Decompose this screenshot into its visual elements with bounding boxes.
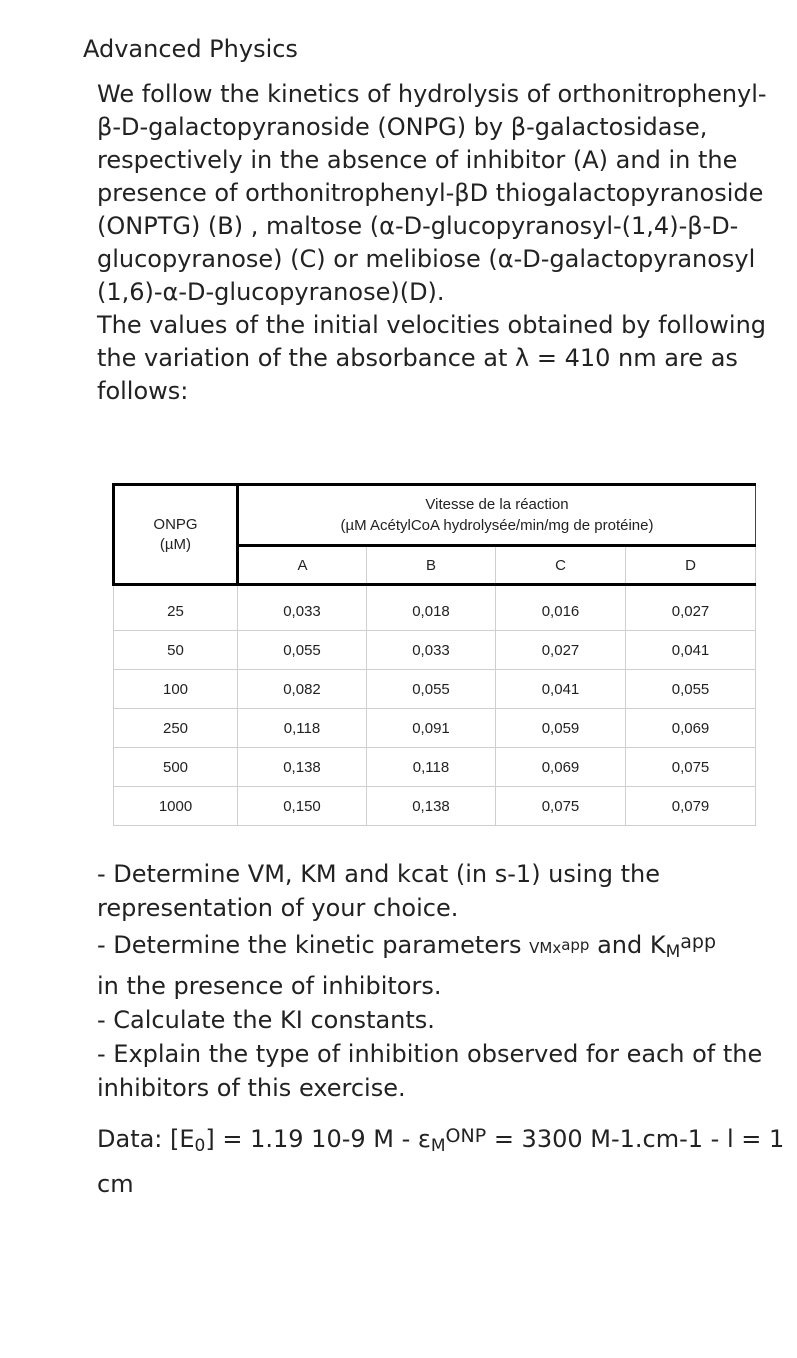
value-cell-b: 0,033 [367, 631, 496, 670]
value-cell-b: 0,118 [367, 748, 496, 787]
value-cell-a: 0,138 [238, 748, 367, 787]
question-2-suffix: in the presence of inhibitors. [97, 972, 442, 1000]
value-cell-c: 0,059 [496, 709, 626, 748]
onpg-cell: 50 [114, 631, 238, 670]
data-text [97, 1117, 787, 1203]
value-cell-c: 0,069 [496, 748, 626, 787]
value-cell-b: 0,138 [367, 787, 496, 826]
data-part-2: ] = 1.19 10-9 M - ε [205, 1125, 431, 1153]
intro-paragraph-1: We follow the kinetics of hydrolysis of orthonitrophenyl-β-D-galactopyranoside (ONPG) by β-galactosidase, respectively in the absence of inhibitor (A) and in the presence of orthonitrophenyl-βD thiogalactopyranoside (ONPTG) (B) , maltose (α-D-glucopyranosyl-(1,4)-β-D-glucopyranose) (C) or melibiose (α-D-galactopyranosyl (1,6)-α-D-glucopyranose)(D). [97, 80, 767, 306]
question-3: - Calculate the KI constants. [97, 1006, 435, 1034]
value-cell-b: 0,018 [367, 585, 496, 631]
question-2 [97, 925, 777, 1003]
question-2-vm: VMx [529, 939, 562, 957]
value-cell-d: 0,055 [626, 670, 756, 709]
value-cell-a: 0,118 [238, 709, 367, 748]
table-row [114, 670, 756, 709]
data-part-3: = 3300 M-1.cm-1 - l = 1 cm [97, 1125, 785, 1198]
question-2-km-sup: app [680, 931, 717, 953]
question-1: - Determine VM, KM and kcat (in s-1) using the representation of your choice. [97, 860, 661, 922]
value-cell-a: 0,082 [238, 670, 367, 709]
column-header-a: A [238, 546, 367, 585]
value-cell-d: 0,041 [626, 631, 756, 670]
value-cell-a: 0,055 [238, 631, 367, 670]
value-cell-a: 0,033 [238, 585, 367, 631]
question-2-vm-sup: app [561, 936, 590, 954]
question-list [97, 857, 777, 1105]
velocity-column-header [238, 485, 756, 546]
column-header-b: B [367, 546, 496, 585]
onpg-cell: 1000 [114, 787, 238, 826]
value-cell-b: 0,055 [367, 670, 496, 709]
onpg-column-header [114, 485, 238, 585]
onpg-cell: 500 [114, 748, 238, 787]
velocity-table-container [112, 483, 754, 826]
velocity-table [112, 483, 756, 826]
column-header-c: C [496, 546, 626, 585]
question-2-prefix: - Determine the kinetic parameters [97, 931, 530, 959]
onpg-cell: 100 [114, 670, 238, 709]
table-row [114, 585, 756, 631]
onpg-cell: 25 [114, 585, 238, 631]
velocity-header-unit: (µM AcétylCoA hydrolysée/min/mg de protéine) [340, 517, 654, 534]
value-cell-d: 0,069 [626, 709, 756, 748]
value-cell-d: 0,079 [626, 787, 756, 826]
subject-title: Advanced Physics [83, 35, 298, 63]
data-eps-sub: M [430, 1136, 446, 1156]
value-cell-c: 0,075 [496, 787, 626, 826]
value-cell-d: 0,027 [626, 585, 756, 631]
onpg-header-label: ONPG [153, 515, 198, 533]
table-row [114, 748, 756, 787]
table-row [114, 631, 756, 670]
table-row [114, 787, 756, 826]
question-2-and: and K [589, 931, 666, 959]
value-cell-b: 0,091 [367, 709, 496, 748]
data-line [97, 1117, 787, 1203]
value-cell-d: 0,075 [626, 748, 756, 787]
intro-paragraph-2: The values of the initial velocities obtained by following the variation of the absorbance at λ = 410 nm are as follows: [97, 311, 767, 405]
data-eps-sup: ONP [445, 1125, 487, 1147]
data-part-1: Data: [E [97, 1125, 195, 1153]
data-e-sub: 0 [194, 1136, 206, 1156]
value-cell-a: 0,150 [238, 787, 367, 826]
question-4: - Explain the type of inhibition observed for each of the inhibitors of this exercise. [97, 1040, 763, 1102]
column-header-d: D [626, 546, 756, 585]
value-cell-c: 0,016 [496, 585, 626, 631]
problem-statement [97, 78, 777, 408]
velocity-header-label: Vitesse de la réaction [425, 496, 569, 513]
value-cell-c: 0,027 [496, 631, 626, 670]
value-cell-c: 0,041 [496, 670, 626, 709]
onpg-cell: 250 [114, 709, 238, 748]
question-2-km-sub: M [665, 942, 681, 962]
table-row [114, 709, 756, 748]
onpg-header-unit: (µM) [159, 535, 192, 553]
